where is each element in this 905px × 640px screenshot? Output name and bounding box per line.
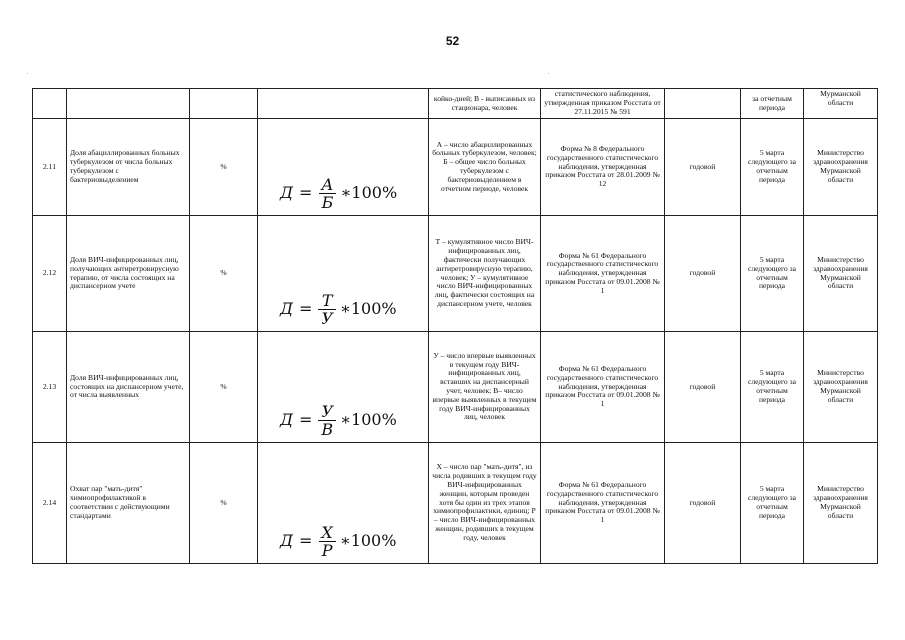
cell-source: статистического наблюдения, утвержденная приказом Росстата от 27.11.2015 № 591 [541,89,665,119]
cell-name: Доля абациллированных больных туберкулезом от числа больных туберкулезом с бактериовыделением [67,119,190,216]
cell-unit: % [190,332,258,443]
formula-numerator: Т [321,291,333,310]
formula-lhs: Д [280,410,294,430]
table-row [33,332,878,443]
formula-equals: = [299,299,313,319]
cell-unit: % [190,443,258,564]
cell-unit [190,89,258,119]
formula-equals: = [299,410,313,430]
cell-source: Форма № 61 Федерального государственного статистического наблюдения, утвержденная приказом Росстата от 09.01.2008 № 1 [541,443,665,564]
cell-definition: Т – кумулятивное число ВИЧ-инфицированных лиц, фактически получающих антиретровирусную терапию, человек; У – кумулятивное число ВИЧ-инфицированных лиц, фактически состоящих на диспансерном учете, человек [429,216,541,332]
cell-formula [258,89,429,119]
formula-tail: ∗100% [340,183,398,203]
cell-name: Доля ВИЧ-инфицированных лиц, получающих антиретровирусную терапию, от числа состоящих на диспансерном учете [67,216,190,332]
cell-deadline: 5 марта следующего за отчетным периода [741,332,804,443]
table-row-continuation [33,89,878,119]
cell-definition: А – число абациллированных больных туберкулезом, человек; Б – общее число больных туберкулезом с бактериовыделением в отчетном периоде, человек [429,119,541,216]
formula-tail: ∗100% [339,531,397,551]
table-row [33,443,878,564]
formula-numerator: Х [321,523,333,542]
cell-period [665,89,741,119]
cell-num: 2.11 [33,119,67,216]
formula-lhs: Д [280,299,294,319]
cell-deadline: 5 марта следующего за отчетным периода [741,443,804,564]
scan-mark [27,73,28,74]
formula-fraction [318,524,335,559]
formula [280,524,396,559]
cell-num: 2.14 [33,443,67,564]
formula [280,403,397,438]
formula-tail: ∗100% [339,299,397,319]
cell-definition: койко-дней; В - выписанных из стационара, человек [429,89,541,119]
cell-source: Форма № 8 Федерального государственного статистического наблюдения, утвержденная приказом Росстата от 28.01.2009 № 12 [541,119,665,216]
formula-lhs: Д [280,183,294,203]
cell-deadline: за отчетным периода [741,89,804,119]
cell-responsible: Мурманской области [804,89,878,119]
cell-unit: % [190,119,258,216]
cell-formula [258,332,429,443]
formula [280,176,397,211]
formula-denominator: Р [319,541,336,559]
page-number: 52 [445,34,460,48]
cell-responsible: Министерство здравоохранения Мурманской области [804,443,878,564]
formula-lhs: Д [280,531,294,551]
cell-definition: Х – число пар "мать-дитя", из числа родивших в текущем году ВИЧ-инфицированных женщин, которым проведен хотя бы один из трех этапов химиопрофилактики, единиц; Р – число ВИЧ-инфицированных женщин, родивших в текущем году, человек [429,443,541,564]
scan-mark [548,73,549,74]
formula-fraction [318,292,336,327]
cell-formula [258,119,429,216]
cell-period: годовой [665,443,741,564]
cell-responsible: Министерство здравоохранения Мурманской области [804,119,878,216]
formula-denominator: В [318,420,336,438]
formula [280,292,397,327]
cell-formula [258,443,429,564]
formula-equals: = [299,183,313,203]
table-row [33,119,878,216]
cell-num: 2.13 [33,332,67,443]
formula-tail: ∗100% [340,410,397,430]
cell-name: Доля ВИЧ-инфицированных лиц, состоящих на диспансерном учете, от числа выявленных [67,332,190,443]
indicator-table [32,88,878,564]
formula-denominator: У [318,309,336,327]
table-row [33,216,878,332]
cell-source: Форма № 61 Федерального государственного статистического наблюдения, утвержденная приказом Росстата от 09.01.2008 № 1 [541,332,665,443]
cell-responsible: Министерство здравоохранения Мурманской области [804,216,878,332]
cell-definition: У – число впервые выявленных в текущем году ВИЧ-инфицированных лиц, вставших на диспансерный учет, человек; В– число впервые выявленных в текущем году ВИЧ-инфицированных лиц, человек [429,332,541,443]
cell-num: 2.12 [33,216,67,332]
cell-period: годовой [665,216,741,332]
cell-period: годовой [665,119,741,216]
formula-numerator: А [321,175,334,194]
formula-denominator: Б [319,193,337,211]
cell-deadline: 5 марта следующего за отчетным периода [741,119,804,216]
cell-formula [258,216,429,332]
cell-source: Форма № 61 Федерального государственного статистического наблюдения, утвержденная приказом Росстата от 09.01.2008 № 1 [541,216,665,332]
cell-name [67,89,190,119]
cell-unit: % [190,216,258,332]
cell-deadline: 5 марта следующего за отчетным периода [741,216,804,332]
formula-fraction [318,176,336,211]
cell-num [33,89,67,119]
cell-name: Охват пар "мать-дитя" химиопрофилактикой в соответствии с действующими стандартами [67,443,190,564]
cell-period: годовой [665,332,741,443]
formula-equals: = [299,531,313,551]
cell-responsible: Министерство здравоохранения Мурманской области [804,332,878,443]
formula-numerator: У [321,402,334,421]
formula-fraction [318,403,336,438]
